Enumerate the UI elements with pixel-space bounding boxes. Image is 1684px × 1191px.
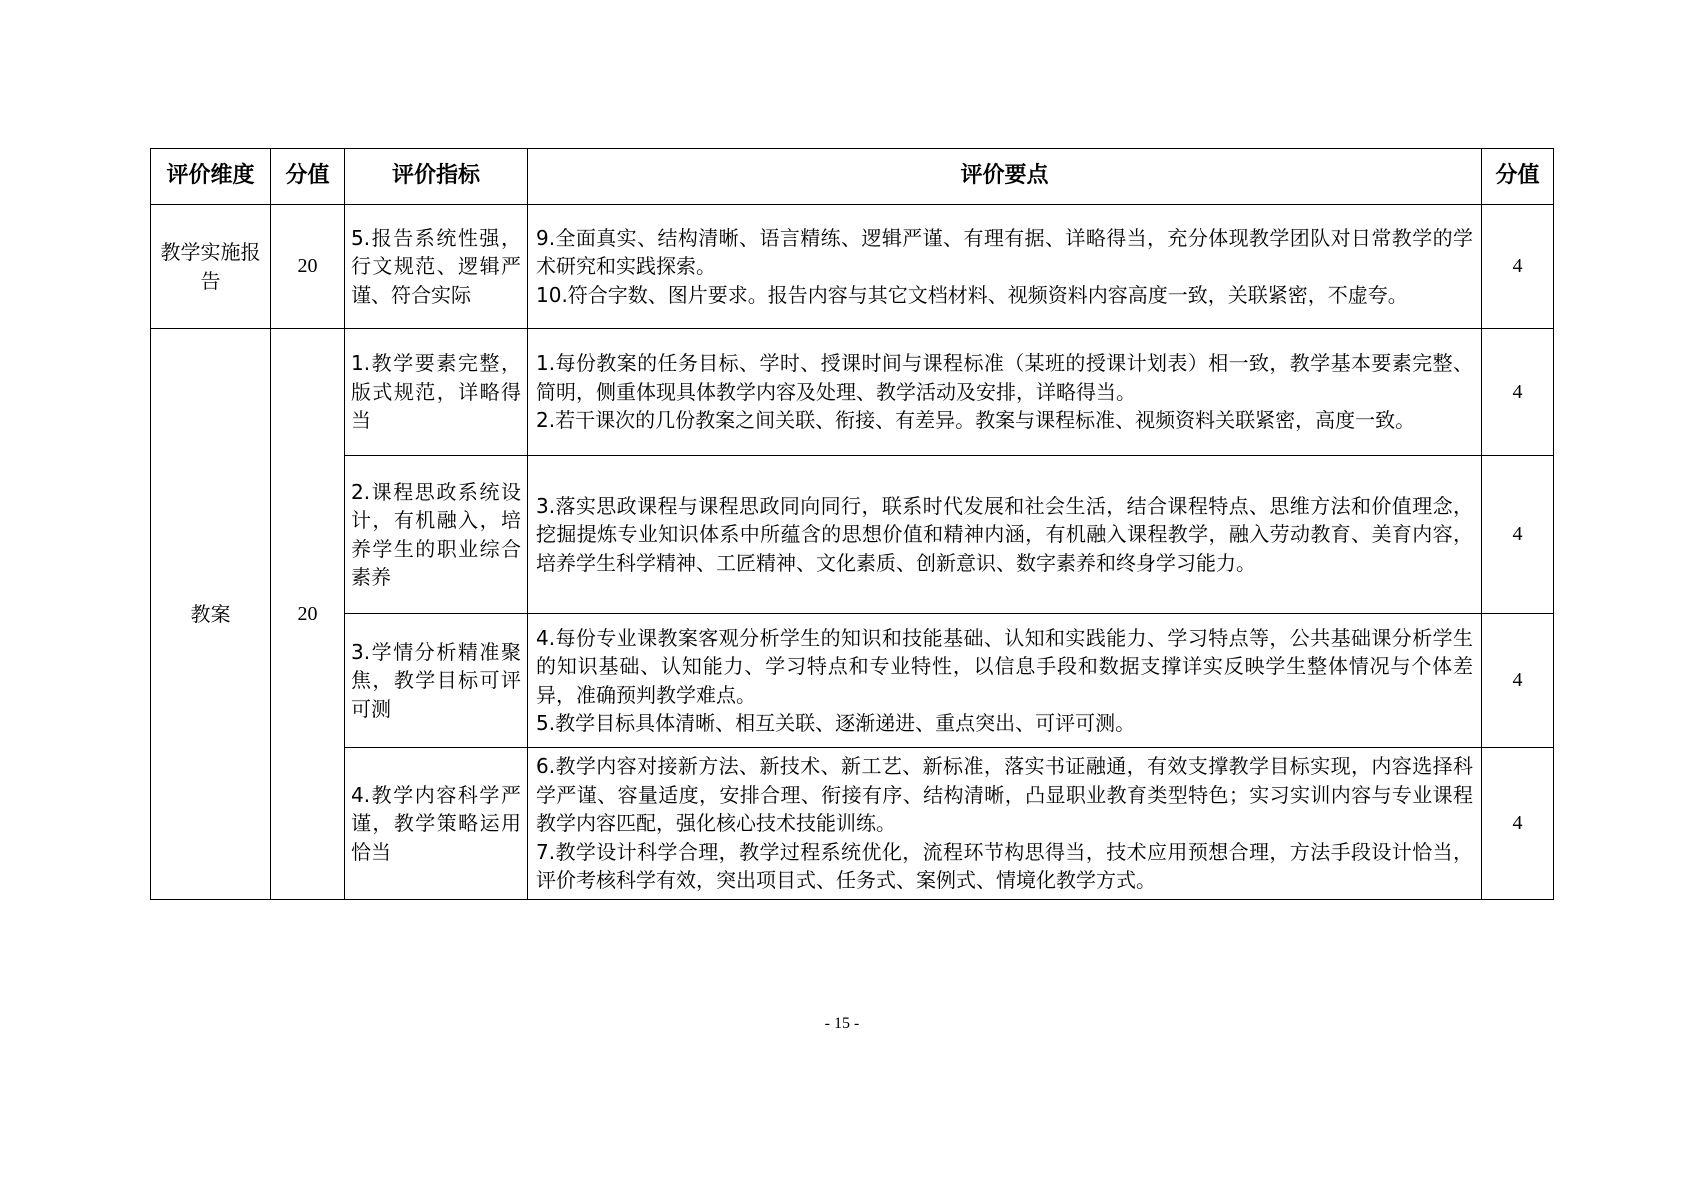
header-item-score: 分值 <box>1482 149 1554 205</box>
header-indicator: 评价指标 <box>345 149 528 205</box>
points-cell <box>528 456 1482 614</box>
header-dimension: 评价维度 <box>151 149 271 205</box>
header-score: 分值 <box>271 149 345 205</box>
indicator-cell: 2.课程思政系统设计，有机融入，培养学生的职业综合素养 <box>345 456 528 614</box>
evaluation-table <box>150 148 1554 900</box>
point-item: 5.教学目标具体清晰、相互关联、逐渐递进、重点突出、可评可测。 <box>536 711 1136 735</box>
point-item: 7.教学设计科学合理，教学过程系统优化，流程环节构思得当，技术应用预想合理，方法手段设计恰当，评价考核科学有效，突出项目式、任务式、案例式、情境化教学方式。 <box>536 839 1473 893</box>
points-cell <box>528 329 1482 456</box>
point-item: 1.每份教案的任务目标、学时、授课时间与课程标准（某班的授课计划表）相一致，教学基本要素完整、简明，侧重体现具体教学内容及处理、教学活动及安排，详略得当。 <box>536 351 1473 404</box>
item-score-cell: 4 <box>1482 748 1554 900</box>
item-score-cell: 4 <box>1482 614 1554 748</box>
item-score-cell: 4 <box>1482 329 1554 456</box>
points-cell <box>528 205 1482 329</box>
page-number: - 15 - <box>824 1015 860 1032</box>
item-score-cell: 4 <box>1482 456 1554 614</box>
point-item: 9.全面真实、结构清晰、语言精练、逻辑严谨、有理有据、详略得当，充分体现教学团队对日常教学的学术研究和实践探索。 <box>536 225 1473 279</box>
point-item: 10.符合字数、图片要求。报告内容与其它文档材料、视频资料内容高度一致，关联紧密，不虚夸。 <box>536 282 1408 307</box>
header-points: 评价要点 <box>528 149 1482 205</box>
table-row <box>151 748 1554 900</box>
dimension-score-cell: 20 <box>271 329 345 900</box>
dimension-cell: 教案 <box>151 329 271 900</box>
points-cell <box>528 614 1482 748</box>
item-score-cell: 4 <box>1482 205 1554 329</box>
dimension-score-cell: 20 <box>271 205 345 329</box>
point-item: 3.落实思政课程与课程思政同向同行，联系时代发展和社会生活，结合课程特点、思维方法和价值理念，挖掘提炼专业知识体系中所蕴含的思想价值和精神内涵，有机融入课程教学，融入劳动教育、美育内容，培养学生科学精神、工匠精神、文化素质、创新意识、数字素养和终身学习能力。 <box>536 493 1473 575</box>
point-item: 4.每份专业课教案客观分析学生的知识和技能基础、认知和实践能力、学习特点等，公共基础课分析学生的知识基础、认知能力、学习特点和专业特性，以信息手段和数据支撑详实反映学生整体情况与个体差异，准确预判教学难点。 <box>536 625 1473 707</box>
point-item: 6.教学内容对接新方法、新技术、新工艺、新标准，落实书证融通，有效支撑教学目标实现，内容选择科学严谨、容量适度，安排合理、衔接有序、结构清晰，凸显职业教育类型特色；实习实训内容与专业课程教学内容匹配，强化核心技术技能训练。 <box>536 754 1473 836</box>
table-row <box>151 614 1554 748</box>
dimension-cell: 教学实施报告 <box>151 205 271 329</box>
points-cell <box>528 748 1482 900</box>
table-row <box>151 329 1554 456</box>
indicator-cell: 5.报告系统性强，行文规范、逻辑严谨、符合实际 <box>345 205 528 329</box>
table-header-row <box>151 149 1554 205</box>
table-row <box>151 205 1554 329</box>
indicator-cell: 1.教学要素完整，版式规范，详略得当 <box>345 329 528 456</box>
indicator-cell: 4.教学内容科学严谨，教学策略运用恰当 <box>345 748 528 900</box>
indicator-cell: 3.学情分析精准聚焦，教学目标可评可测 <box>345 614 528 748</box>
table-row <box>151 456 1554 614</box>
point-item: 2.若干课次的几份教案之间关联、衔接、有差异。教案与课程标准、视频资料关联紧密，高度一致。 <box>536 408 1416 433</box>
